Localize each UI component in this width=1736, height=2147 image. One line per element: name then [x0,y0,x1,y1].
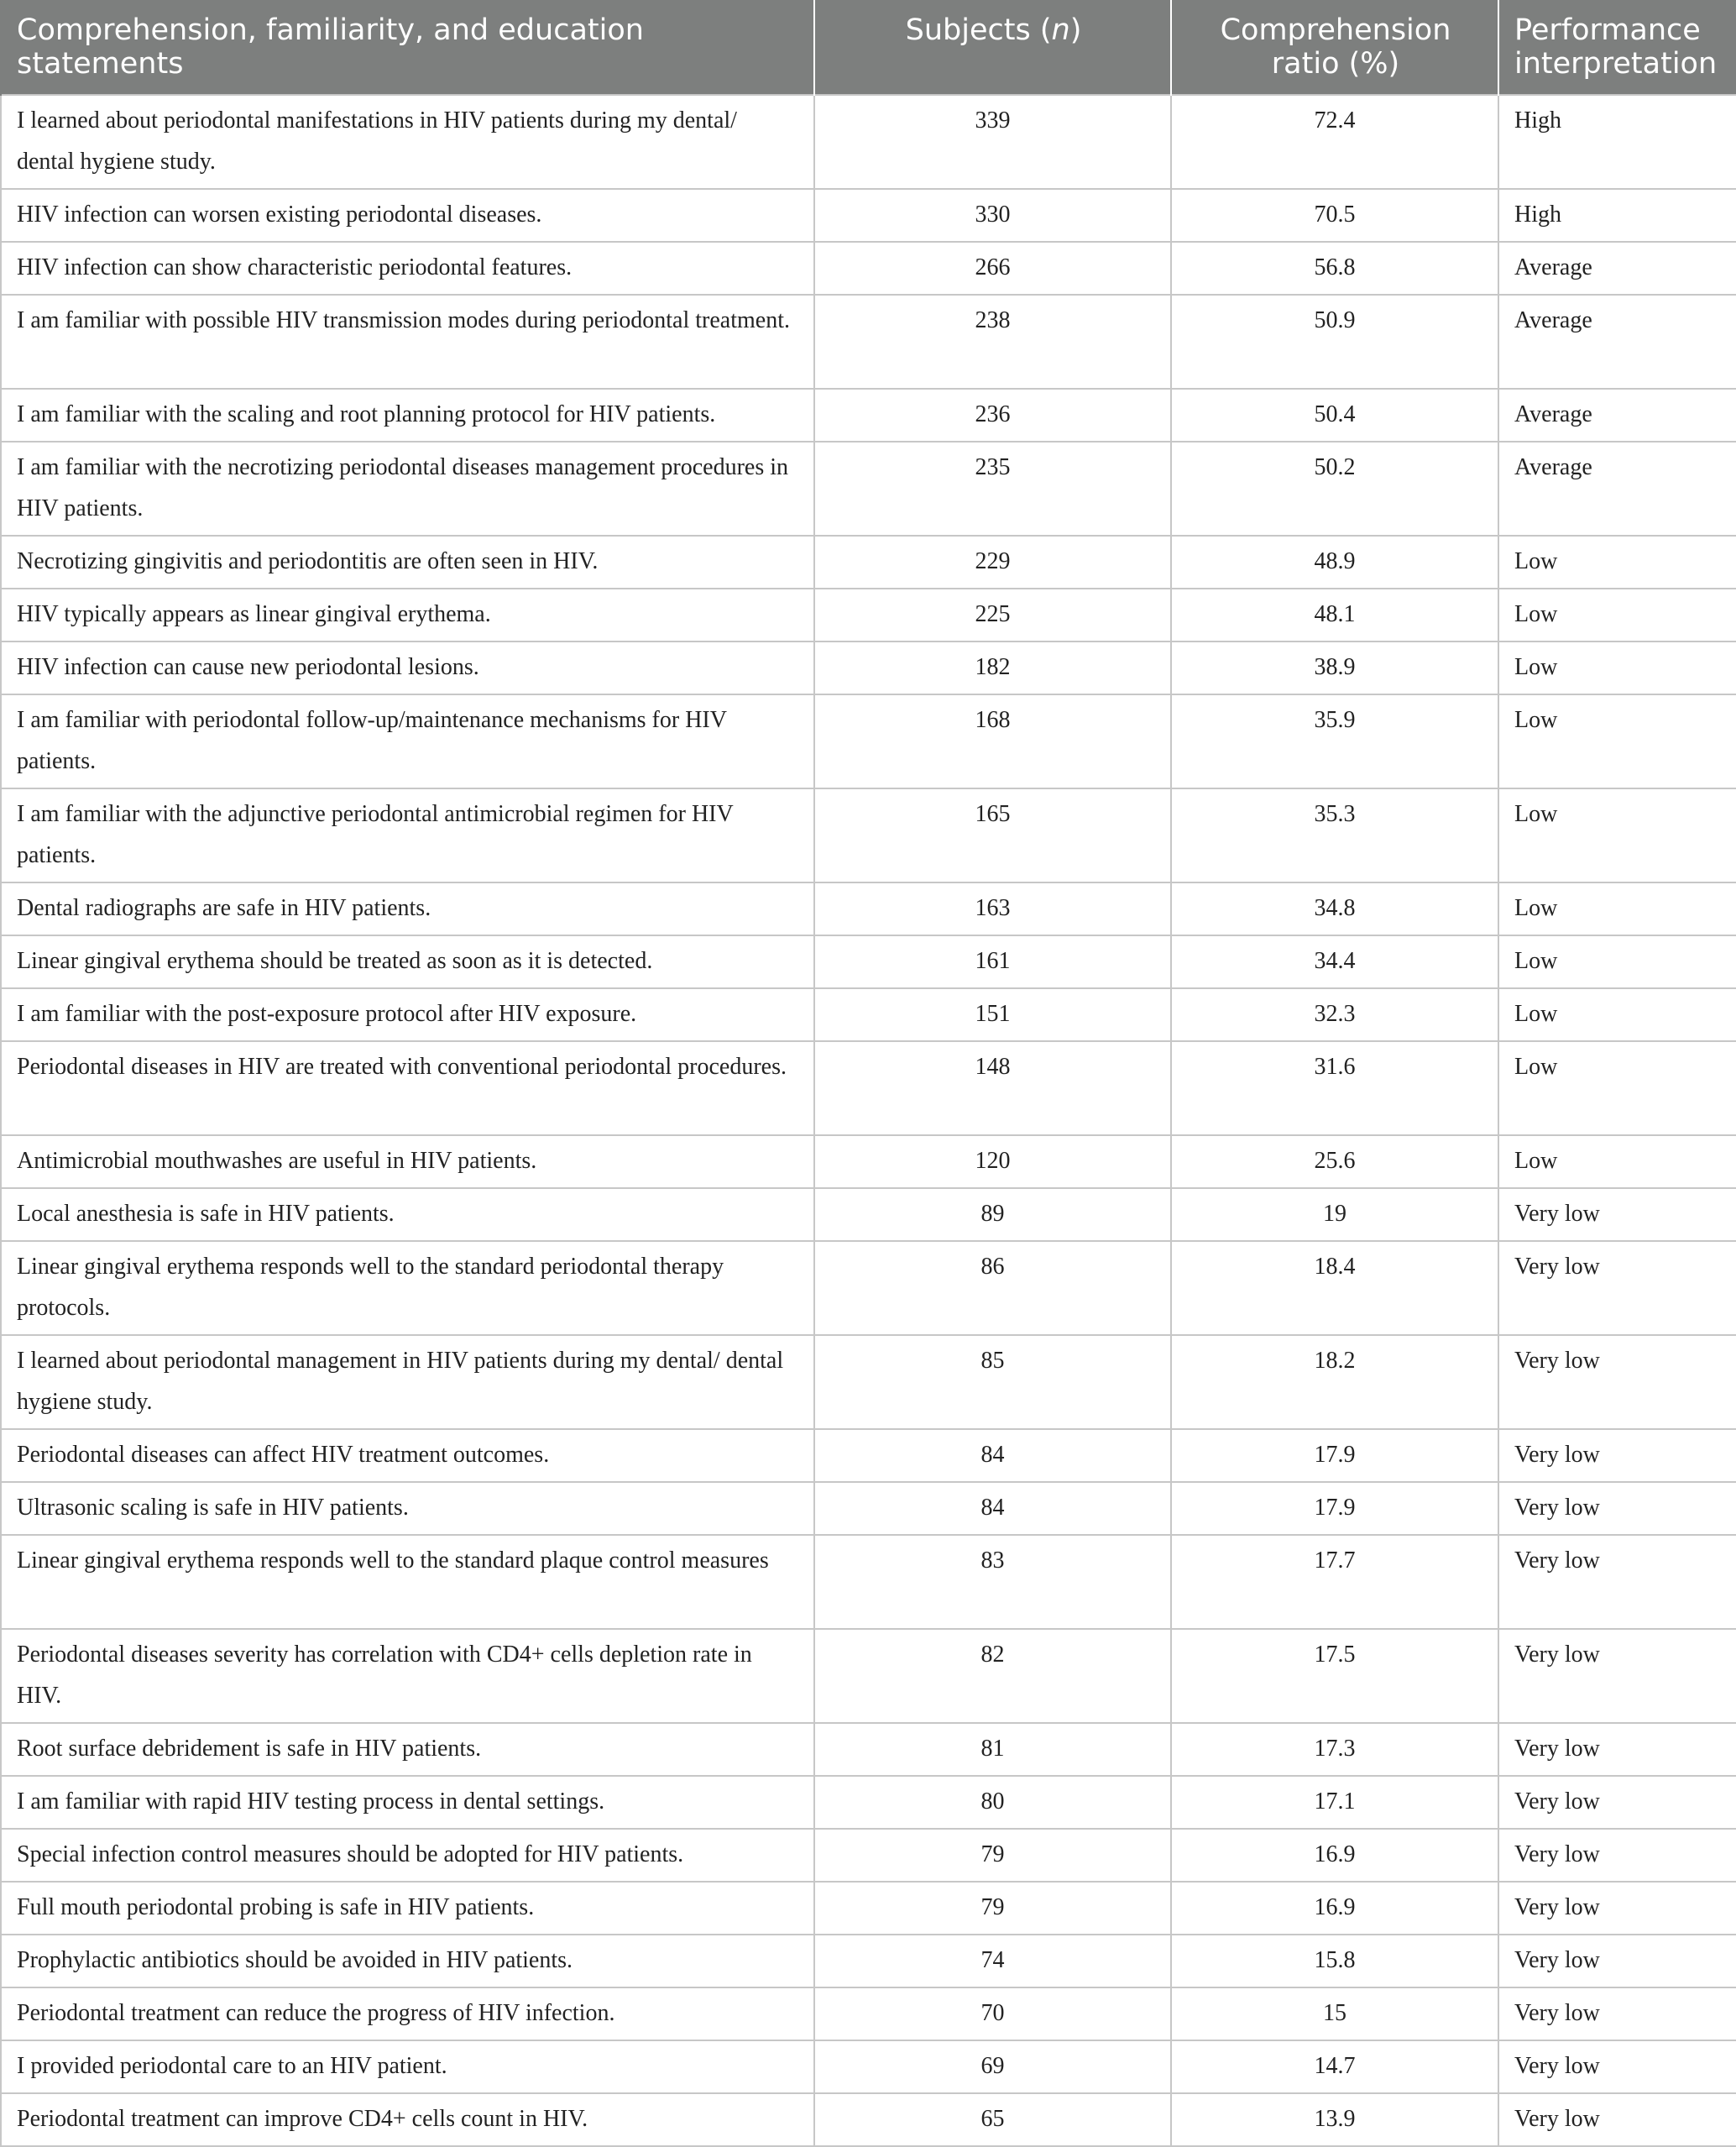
cell-performance-text: Very low [1514,1642,1600,1668]
table-row [1,95,1736,189]
cell-subjects [814,1135,1171,1188]
header-subjects-n: n [1051,13,1070,47]
cell-subjects-text: 84 [980,1442,1005,1468]
cell-ratio [1171,189,1498,242]
cell-subjects [814,1241,1171,1335]
cell-ratio [1171,1776,1498,1829]
cell-subjects [814,1776,1171,1829]
cell-performance-text: Low [1514,601,1558,627]
table-row [1,988,1736,1041]
cell-subjects-text: 236 [975,401,1011,427]
cell-statement [1,442,814,536]
cell-statement-text: Periodontal diseases can affect HIV treatment outcomes. [17,1442,550,1468]
cell-performance [1498,1188,1736,1241]
cell-statement [1,95,814,189]
cell-ratio [1171,1987,1498,2040]
cell-ratio [1171,641,1498,694]
cell-statement [1,1041,814,1135]
cell-ratio-text: 48.9 [1314,548,1356,574]
cell-statement-text: Local anesthesia is safe in HIV patients. [17,1201,395,1227]
cell-statement [1,1429,814,1482]
cell-performance-text: Very low [1514,2106,1600,2132]
cell-performance-text: Average [1514,254,1592,280]
cell-ratio-text: 19 [1323,1201,1346,1227]
cell-ratio [1171,589,1498,641]
cell-subjects [814,389,1171,442]
table-body [1,95,1736,2146]
cell-ratio [1171,2093,1498,2146]
cell-statement [1,1335,814,1429]
cell-ratio [1171,1829,1498,1882]
table-row [1,1829,1736,1882]
cell-statement [1,788,814,882]
cell-subjects-text: 151 [975,1001,1011,1027]
cell-subjects-text: 163 [975,895,1011,921]
cell-performance-text: Low [1514,1054,1558,1080]
cell-statement-text: I am familiar with periodontal follow-up/maintenance mechanisms for HIV patients. [17,707,727,774]
cell-subjects-text: 65 [980,2106,1005,2132]
cell-subjects-text: 70 [980,2000,1005,2026]
cell-statement [1,1776,814,1829]
table-row [1,2040,1736,2093]
cell-ratio-text: 17.9 [1314,1495,1356,1521]
cell-performance [1498,694,1736,788]
cell-performance-text: High [1514,107,1561,134]
cell-subjects [814,189,1171,242]
cell-statement [1,536,814,589]
cell-subjects [814,788,1171,882]
cell-subjects [814,641,1171,694]
cell-performance [1498,95,1736,189]
cell-performance [1498,389,1736,442]
cell-performance-text: Average [1514,401,1592,427]
cell-subjects-text: 238 [975,307,1011,333]
cell-ratio-text: 48.1 [1314,601,1356,627]
table-row [1,1882,1736,1935]
cell-statement [1,1629,814,1723]
cell-ratio-text: 35.9 [1314,707,1356,733]
header-subjects [814,0,1171,95]
cell-statement-text: HIV infection can worsen existing periodontal diseases. [17,202,542,228]
cell-statement-text: I provided periodontal care to an HIV patient. [17,2053,447,2079]
cell-performance-text: Low [1514,707,1558,733]
cell-ratio-text: 17.5 [1314,1642,1356,1668]
cell-ratio [1171,1482,1498,1535]
cell-ratio-text: 25.6 [1314,1148,1356,1174]
cell-performance [1498,988,1736,1041]
cell-subjects-text: 81 [980,1736,1005,1762]
table-row [1,2093,1736,2146]
table-row [1,1135,1736,1188]
cell-ratio [1171,2040,1498,2093]
cell-ratio-text: 34.8 [1314,895,1356,921]
cell-performance [1498,189,1736,242]
cell-statement [1,935,814,988]
cell-ratio [1171,694,1498,788]
cell-performance [1498,1829,1736,1882]
cell-statement [1,1829,814,1882]
cell-performance [1498,882,1736,935]
cell-statement-text: HIV infection can cause new periodontal lesions. [17,654,479,680]
table-row [1,1987,1736,2040]
cell-performance [1498,1429,1736,1482]
cell-performance-text: Low [1514,1148,1558,1174]
cell-ratio-text: 38.9 [1314,654,1356,680]
cell-subjects [814,589,1171,641]
cell-ratio-text: 50.4 [1314,401,1356,427]
cell-ratio [1171,242,1498,295]
cell-statement-text: Periodontal treatment can improve CD4+ cells count in HIV. [17,2106,588,2132]
cell-statement-text: HIV typically appears as linear gingival erythema. [17,601,491,627]
cell-ratio-text: 17.7 [1314,1547,1356,1574]
header-subjects-suffix: ) [1069,13,1082,47]
cell-statement-text: Periodontal treatment can reduce the progress of HIV infection. [17,2000,615,2026]
cell-subjects [814,1882,1171,1935]
cell-ratio-text: 34.4 [1314,948,1356,974]
cell-subjects-text: 120 [975,1148,1011,1174]
cell-statement-text: Antimicrobial mouthwashes are useful in HIV patients. [17,1148,537,1174]
cell-performance-text: Very low [1514,2000,1600,2026]
cell-subjects [814,1935,1171,1987]
cell-statement [1,1935,814,1987]
cell-subjects-text: 182 [975,654,1011,680]
cell-subjects-text: 168 [975,707,1011,733]
cell-ratio [1171,1041,1498,1135]
cell-ratio-text: 16.9 [1314,1894,1356,1920]
table-row [1,1429,1736,1482]
cell-subjects [814,442,1171,536]
cell-subjects [814,1535,1171,1629]
cell-ratio-text: 50.9 [1314,307,1356,333]
cell-subjects [814,1188,1171,1241]
cell-performance-text: Very low [1514,1547,1600,1574]
cell-subjects-text: 79 [980,1894,1005,1920]
cell-subjects [814,1429,1171,1482]
cell-statement-text: Full mouth periodontal probing is safe in HIV patients. [17,1894,535,1920]
cell-subjects [814,536,1171,589]
cell-subjects [814,694,1171,788]
cell-ratio-text: 15 [1323,2000,1346,2026]
cell-performance-text: Average [1514,454,1592,480]
cell-performance [1498,1987,1736,2040]
cell-subjects-text: 85 [980,1348,1005,1374]
cell-subjects [814,95,1171,189]
cell-ratio-text: 70.5 [1314,202,1356,228]
cell-subjects-text: 84 [980,1495,1005,1521]
cell-ratio-text: 17.9 [1314,1442,1356,1468]
cell-subjects [814,935,1171,988]
cell-performance-text: Very low [1514,1254,1600,1280]
cell-ratio-text: 14.7 [1314,2053,1356,2079]
cell-performance [1498,536,1736,589]
cell-statement [1,882,814,935]
cell-statement-text: I am familiar with the scaling and root planning protocol for HIV patients. [17,401,716,427]
cell-statement [1,988,814,1041]
cell-ratio [1171,1335,1498,1429]
cell-performance [1498,641,1736,694]
cell-statement [1,1723,814,1776]
cell-performance-text: Very low [1514,1348,1600,1374]
cell-subjects-text: 80 [980,1788,1005,1814]
cell-performance-text: Very low [1514,1442,1600,1468]
table-row [1,1723,1736,1776]
cell-performance [1498,1041,1736,1135]
cell-ratio [1171,1188,1498,1241]
table-row [1,589,1736,641]
cell-ratio [1171,95,1498,189]
table-row [1,641,1736,694]
table-row [1,694,1736,788]
cell-performance-text: Very low [1514,2053,1600,2079]
header-subjects-prefix: Subjects ( [905,13,1052,47]
cell-statement-text: I am familiar with the adjunctive periodontal antimicrobial regimen for HIV patients. [17,801,734,868]
cell-statement [1,694,814,788]
cell-ratio [1171,1723,1498,1776]
header-performance: Performance interpretation [1498,0,1736,95]
cell-ratio [1171,295,1498,389]
cell-ratio-text: 72.4 [1314,107,1356,134]
cell-statement-text: I am familiar with the necrotizing periodontal diseases management procedures in HIV patients. [17,454,789,521]
cell-statement-text: I am familiar with possible HIV transmission modes during periodontal treatment. [17,307,790,333]
cell-performance-text: Very low [1514,1947,1600,1973]
cell-performance [1498,1882,1736,1935]
cell-performance-text: Low [1514,1001,1558,1027]
cell-statement-text: Necrotizing gingivitis and periodontitis are often seen in HIV. [17,548,599,574]
cell-performance [1498,788,1736,882]
cell-subjects [814,1335,1171,1429]
cell-performance [1498,1723,1736,1776]
table-row [1,1776,1736,1829]
cell-performance-text: Very low [1514,1788,1600,1814]
cell-subjects [814,1041,1171,1135]
cell-statement [1,1241,814,1335]
cell-statement [1,389,814,442]
table-row [1,1935,1736,1987]
table-row [1,1535,1736,1629]
cell-subjects [814,1723,1171,1776]
table-row [1,788,1736,882]
cell-statement-text: I am familiar with rapid HIV testing process in dental settings. [17,1788,605,1814]
cell-subjects [814,1987,1171,2040]
cell-statement [1,1135,814,1188]
table-row [1,536,1736,589]
cell-ratio-text: 50.2 [1314,454,1356,480]
cell-subjects-text: 148 [975,1054,1011,1080]
table-row [1,1188,1736,1241]
cell-ratio [1171,788,1498,882]
cell-subjects-text: 165 [975,801,1011,827]
cell-subjects [814,295,1171,389]
cell-subjects-text: 82 [980,1642,1005,1668]
cell-subjects [814,1482,1171,1535]
cell-statement [1,1482,814,1535]
table-header [1,0,1736,95]
cell-ratio [1171,536,1498,589]
cell-subjects [814,882,1171,935]
cell-ratio-text: 18.4 [1314,1254,1356,1280]
cell-subjects-text: 229 [975,548,1011,574]
cell-statement-text: I learned about periodontal manifestations in HIV patients during my dental/ dental hygiene study. [17,107,737,175]
cell-subjects [814,242,1171,295]
table-row [1,189,1736,242]
cell-performance [1498,1241,1736,1335]
cell-statement-text: Ultrasonic scaling is safe in HIV patients. [17,1495,409,1521]
cell-ratio-text: 13.9 [1314,2106,1356,2132]
cell-ratio-text: 32.3 [1314,1001,1356,1027]
cell-statement-text: Dental radiographs are safe in HIV patients. [17,895,431,921]
table-row [1,295,1736,389]
cell-statement-text: I learned about periodontal management in HIV patients during my dental/ dental hygiene study. [17,1348,784,1415]
cell-performance [1498,589,1736,641]
cell-statement [1,1987,814,2040]
cell-subjects-text: 161 [975,948,1011,974]
cell-performance [1498,295,1736,389]
cell-performance-text: Low [1514,801,1558,827]
table-row [1,242,1736,295]
cell-ratio-text: 35.3 [1314,801,1356,827]
cell-statement-text: I am familiar with the post-exposure protocol after HIV exposure. [17,1001,637,1027]
table-row [1,442,1736,536]
cell-performance [1498,1935,1736,1987]
cell-statement-text: Periodontal diseases severity has correlation with CD4+ cells depletion rate in HIV. [17,1642,752,1709]
table-row [1,389,1736,442]
cell-statement-text: HIV infection can show characteristic periodontal features. [17,254,573,280]
cell-statement [1,1882,814,1935]
cell-subjects [814,1829,1171,1882]
cell-subjects [814,2093,1171,2146]
cell-performance [1498,1535,1736,1629]
table-row [1,1335,1736,1429]
cell-ratio [1171,389,1498,442]
cell-statement-text: Linear gingival erythema responds well to the standard plaque control measures [17,1547,769,1574]
cell-subjects-text: 266 [975,254,1011,280]
cell-statement-text: Linear gingival erythema should be treated as soon as it is detected. [17,948,653,974]
cell-subjects-text: 74 [980,1947,1005,1973]
cell-statement [1,1535,814,1629]
cell-ratio-text: 56.8 [1314,254,1356,280]
cell-performance [1498,1776,1736,1829]
cell-ratio [1171,988,1498,1041]
cell-performance-text: Very low [1514,1736,1600,1762]
table-row [1,1041,1736,1135]
cell-performance-text: Very low [1514,1841,1600,1867]
cell-statement [1,295,814,389]
header-row [1,0,1736,95]
cell-statement [1,641,814,694]
cell-performance [1498,2093,1736,2146]
cell-subjects-text: 89 [980,1201,1005,1227]
cell-subjects-text: 330 [975,202,1011,228]
cell-performance-text: Low [1514,895,1558,921]
cell-ratio [1171,1135,1498,1188]
cell-ratio-text: 31.6 [1314,1054,1356,1080]
cell-performance-text: High [1514,202,1561,228]
cell-performance-text: Very low [1514,1894,1600,1920]
header-ratio: Comprehension ratio (%) [1171,0,1498,95]
cell-performance [1498,935,1736,988]
cell-subjects [814,1629,1171,1723]
cell-statement [1,189,814,242]
cell-statement-text: Root surface debridement is safe in HIV patients. [17,1736,482,1762]
cell-ratio [1171,1935,1498,1987]
cell-statement [1,589,814,641]
cell-ratio [1171,1241,1498,1335]
cell-performance [1498,1135,1736,1188]
cell-subjects-text: 69 [980,2053,1005,2079]
cell-ratio-text: 17.1 [1314,1788,1356,1814]
cell-performance [1498,1482,1736,1535]
cell-performance-text: Very low [1514,1201,1600,1227]
cell-performance-text: Low [1514,548,1558,574]
cell-statement-text: Special infection control measures should be adopted for HIV patients. [17,1841,684,1867]
cell-statement [1,1188,814,1241]
cell-ratio [1171,1629,1498,1723]
table-row [1,882,1736,935]
table-row [1,935,1736,988]
cell-statement-text: Linear gingival erythema responds well to the standard periodontal therapy protocols. [17,1254,724,1321]
cell-ratio-text: 17.3 [1314,1736,1356,1762]
cell-performance-text: Very low [1514,1495,1600,1521]
table-row [1,1629,1736,1723]
cell-performance [1498,2040,1736,2093]
cell-ratio-text: 15.8 [1314,1947,1356,1973]
cell-ratio [1171,442,1498,536]
cell-subjects-text: 86 [980,1254,1005,1280]
table-row [1,1482,1736,1535]
cell-statement-text: Periodontal diseases in HIV are treated with conventional periodontal procedures. [17,1054,787,1080]
cell-subjects-text: 83 [980,1547,1005,1574]
cell-ratio [1171,1882,1498,1935]
cell-subjects [814,988,1171,1041]
cell-performance-text: Low [1514,654,1558,680]
cell-performance [1498,242,1736,295]
cell-statement [1,2040,814,2093]
cell-performance-text: Average [1514,307,1592,333]
cell-ratio-text: 18.2 [1314,1348,1356,1374]
cell-subjects-text: 235 [975,454,1011,480]
cell-statement [1,242,814,295]
cell-ratio [1171,935,1498,988]
cell-statement [1,2093,814,2146]
cell-statement-text: Prophylactic antibiotics should be avoided in HIV patients. [17,1947,573,1973]
cell-ratio [1171,1535,1498,1629]
cell-subjects [814,2040,1171,2093]
cell-ratio-text: 16.9 [1314,1841,1356,1867]
cell-performance [1498,1629,1736,1723]
table-row [1,1241,1736,1335]
cell-ratio [1171,1429,1498,1482]
cell-subjects-text: 79 [980,1841,1005,1867]
cell-ratio [1171,882,1498,935]
header-statement: Comprehension, familiarity, and education statements [1,0,814,95]
cell-performance [1498,1335,1736,1429]
cell-subjects-text: 339 [975,107,1011,134]
cell-performance [1498,442,1736,536]
cell-subjects-text: 225 [975,601,1011,627]
cell-performance-text: Low [1514,948,1558,974]
